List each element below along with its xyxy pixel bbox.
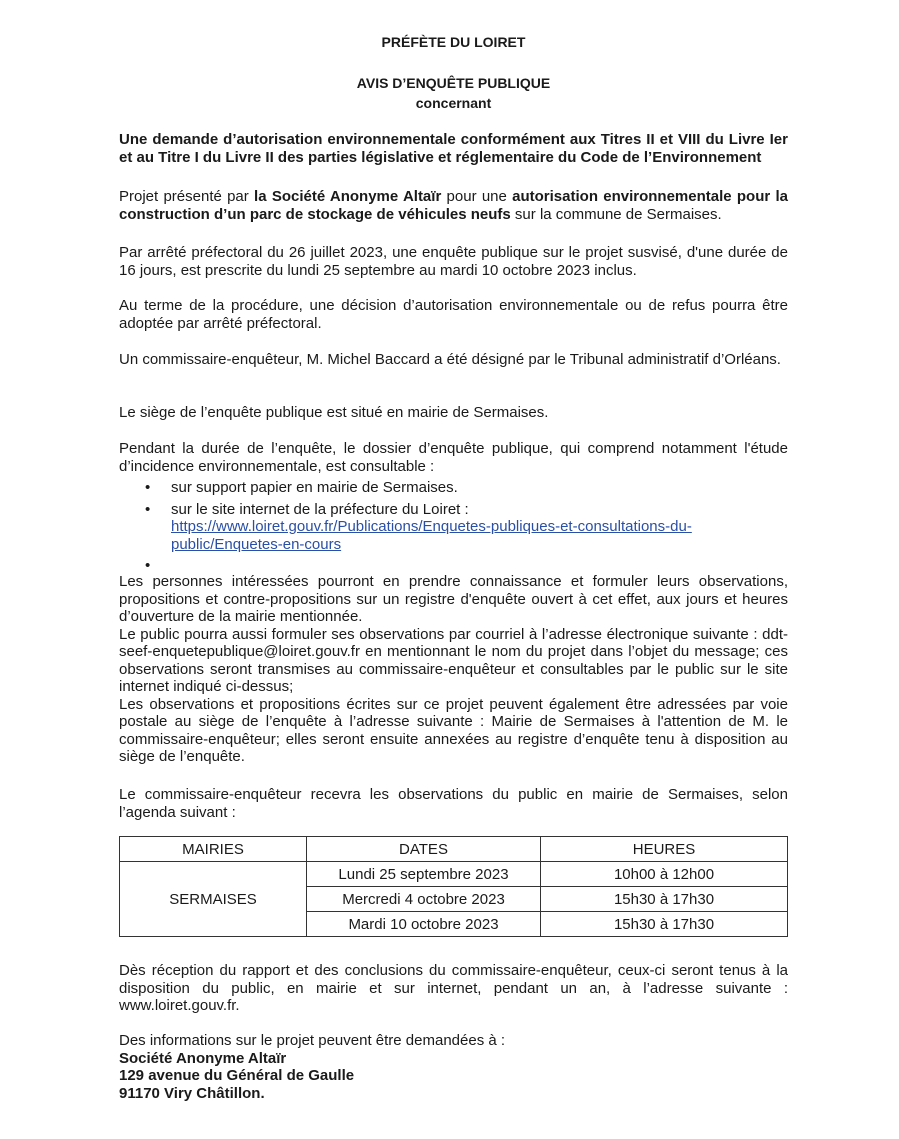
hours-cell: 15h30 à 17h30 [541, 912, 788, 937]
contact-street: 129 avenue du Général de Gaulle [119, 1067, 355, 1084]
hours-cell: 10h00 à 12h00 [541, 862, 788, 887]
list-item: • sur support papier en mairie de Sermaises. [145, 479, 458, 496]
date-cell: Lundi 25 septembre 2023 [307, 862, 541, 887]
decision-paragraph: Au terme de la procédure, une décision d’autorisation environnementale ou de refus pourra être adoptée par arrêté préfectoral. [119, 297, 788, 332]
commissaire-paragraph: Un commissaire-enquêteur, M. Michel Baccard a été désigné par le Tribunal administratif d’Orléans. [119, 351, 781, 368]
column-header-mairies: MAIRIES [120, 837, 307, 862]
list-item: • sur le site internet de la préfecture du Loiret : https://www.loiret.gouv.fr/Publications/Enquetes-publiques-et-consultations-du-public/Enquetes-en-cours [145, 500, 692, 553]
agenda-intro-paragraph: Le commissaire-enquêteur recevra les observations du public en mairie de Sermaises, selon l’agenda suivant : [119, 786, 788, 821]
bullet-icon: • [145, 500, 151, 518]
consultation-list [119, 479, 788, 575]
prefecture-heading: PRÉFÈTE DU LOIRET [381, 34, 526, 50]
contact-section: Des informations sur le projet peuvent être demandées à : Société Anonyme Altaïr 129 avenue du Général de Gaulle 91170 Viry Châtillon. [119, 1032, 788, 1102]
notice-title: AVIS D’ENQUÊTE PUBLIQUE [356, 75, 551, 91]
mairie-cell: SERMAISES [120, 862, 307, 937]
date-cell: Mercredi 4 octobre 2023 [307, 887, 541, 912]
table-row [120, 862, 788, 887]
list-item [119, 557, 788, 575]
contact-city: 91170 Viry Châtillon. [119, 1084, 265, 1102]
observations-section: Les personnes intéressées pourront en prendre connaissance et formuler leurs observations, propositions et contre-propositions sur un registre d'enquête ouvert à cet effet, aux jours et heures d’ouverture de la mairie mentionnée. Le public pourra aussi formuler ses observations par courriel à l’adresse électronique suivante : ddt-seef-enquetepublique@loiret.gouv.fr en mentionnant le nom du projet dans l’objet du message; ces observations seront transmises au commissaire-enquêteur et consultables par le public sur le site internet indiqué ci-dessus; Les observations et propositions écrites sur ce projet peuvent également être adressées par voie postale au siège de l’enquête à l’adresse suivante : Mairie de Sermaises à l'attention de M. le commissaire-enquêteur; elles seront ensuite annexées au registre d’enquête tenu à disposition au siège de l’enquête. [119, 573, 788, 765]
project-paragraph: Projet présenté par la Société Anonyme Altaïr pour une autorisation environnementale pour la construction d’un parc de stockage de véhicules neufs sur la commune de Sermaises. [119, 188, 788, 223]
siege-paragraph: Le siège de l’enquête publique est situé en mairie de Sermaises. [119, 404, 549, 421]
arrete-paragraph: Par arrêté préfectoral du 26 juillet 2023, une enquête publique sur le projet susvisé, d'une durée de 16 jours, est prescrite du lundi 25 septembre au mardi 10 octobre 2023 inclus. [119, 244, 788, 279]
prefecture-website-link[interactable]: https://www.loiret.gouv.fr/Publications/Enquetes-publiques-et-consultations-du-public/Enquetes-en-cours [171, 518, 692, 553]
bullet-icon: • [145, 557, 151, 574]
bullet-icon: • [145, 479, 151, 496]
table-header-row [120, 837, 788, 862]
hours-cell: 15h30 à 17h30 [541, 887, 788, 912]
intro-paragraph: Une demande d’autorisation environnementale conformément aux Titres II et VIII du Livre Ier et au Titre I du Livre II des parties législative et réglementaire du Code de l’Environnement [119, 131, 788, 166]
column-header-dates: DATES [307, 837, 541, 862]
notice-subtitle: concernant [415, 95, 492, 111]
date-cell: Mardi 10 octobre 2023 [307, 912, 541, 937]
column-header-heures: HEURES [541, 837, 788, 862]
rapport-paragraph: Dès réception du rapport et des conclusions du commissaire-enquêteur, ceux-ci seront tenus à la disposition du public, en mairie et sur internet, pendant un an, à l’adresse suivante : www.loiret.gouv.fr. [119, 962, 788, 1014]
agenda-table [119, 836, 788, 937]
consultation-section: Pendant la durée de l’enquête, le dossier d’enquête publique, qui comprend notamment l'étude d’incidence environnementale, est consultable : • sur support papier en mairie de Sermaises. • sur le site internet de la préfecture du Loiret : https://www.loiret.gouv.fr/Publications/Enquetes-publiques-et-consultations-du-public/Enquetes-en-cours • [119, 440, 788, 574]
contact-name: Société Anonyme Altaïr [119, 1049, 287, 1067]
